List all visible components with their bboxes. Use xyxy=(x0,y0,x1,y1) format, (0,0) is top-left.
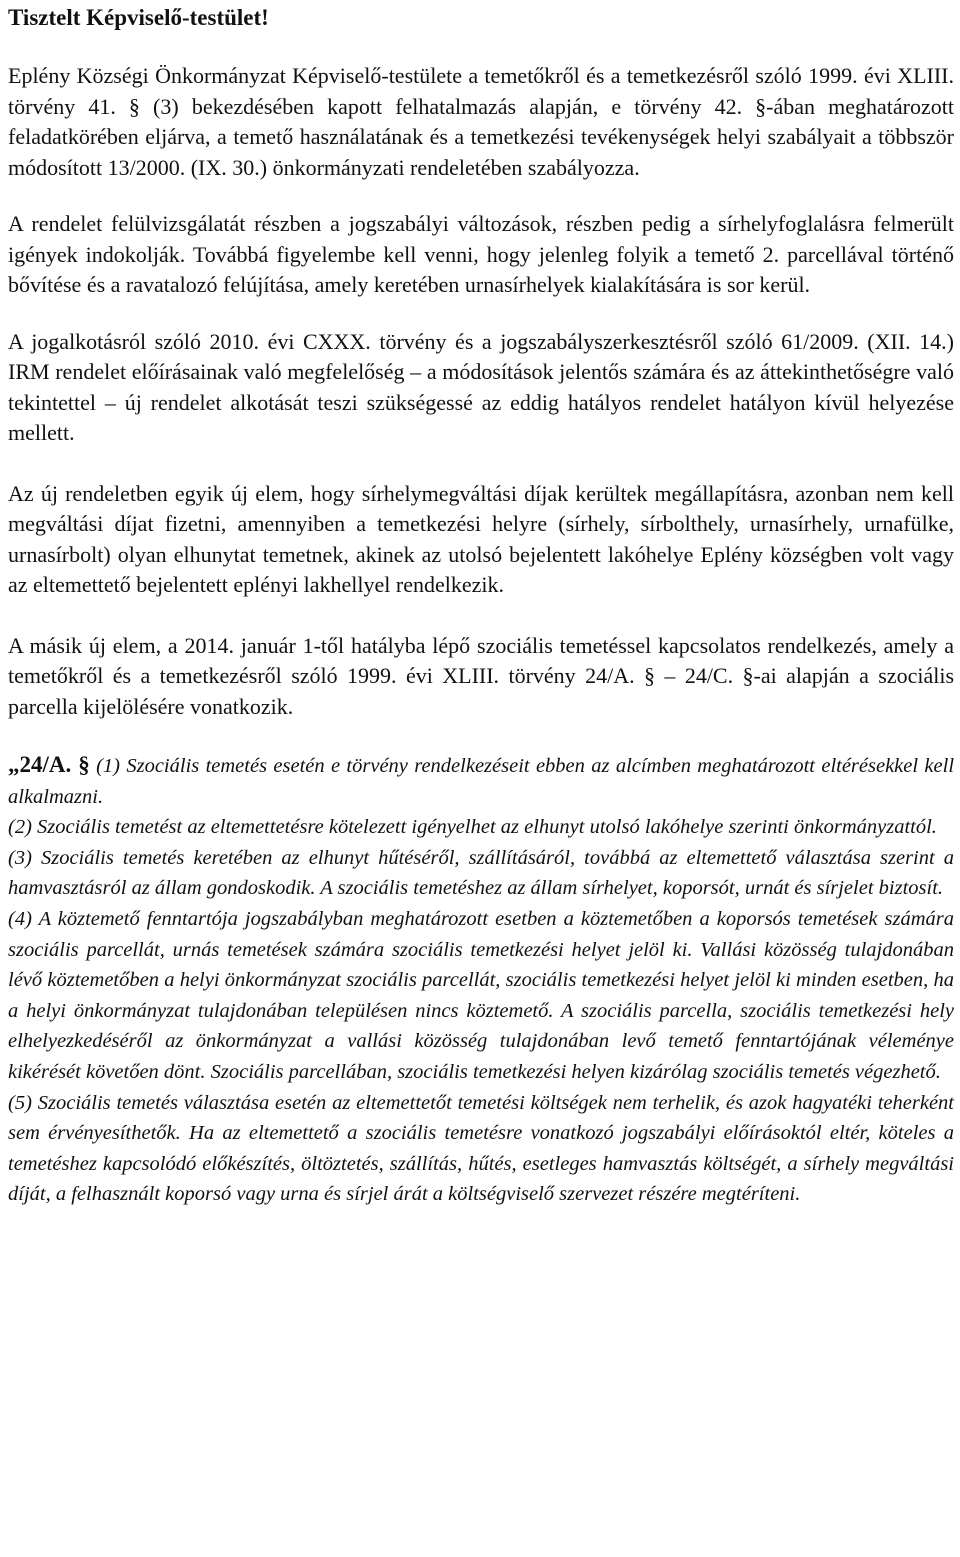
paragraph-authorization: Eplény Községi Önkormányzat Képviselő-testülete a temetőkről és a temetkezésről szóló 1999. évi XLIII. törvény 41. § (3) bekezdésében kapott felhatalmazás alapján, e törvény 42. §-ában meghatározott feladatkörében eljárva, a temető használatának és a temetkezési tevékenységek helyi szabályait a többször módosított 13/2000. (IX. 30.) önkormányzati rendeletében szabályozza. xyxy=(8,63,954,180)
paragraph-legal-compliance: A jogalkotásról szóló 2010. évi CXXX. törvény és a jogszabályszerkesztésről szóló 61/2009. (XII. 14.) IRM rendelet előírásainak való megfelelőség – a módosítások jelentős számára és az áttekinthetőségre való tekintettel – új rendelet alkotását teszi szükségessé az eddig hatályos rendelet hatályon kívül helyezése mellett. xyxy=(8,328,954,445)
document-page xyxy=(8,0,954,1210)
law-paragraph-3: (3) Szociális temetés keretében az elhunyt hűtéséről, szállításáról, továbbá az eltemettető választása szerint a hamvasztásról az állam gondoskodik. A szociális temetéshez az állam sírhelyet, koporsót, urnát és sírjelet biztosít. xyxy=(8,846,954,900)
law-paragraph-5: (5) Szociális temetés választása esetén az eltemettetőt temetési költségek nem terhelik, és azok hagyatéki teherként sem érvényesíthetők. Ha az eltemettető a szociális temetésre vonatkozó jogszabályi előírásoktól eltér, köteles a temetéshez kapcsolódó előkészítés, öltöztetés, szállítás, hűtés, esetleges hamvasztás költségét, a sírhely megváltási díját, a felhasznált koporsó vagy urna és sírjel árát a költségviselő szervezet részére megtéríteni. xyxy=(8,1091,954,1206)
law-paragraph-1 xyxy=(8,750,954,812)
law-paragraph-4: (4) A köztemető fenntartója jogszabályban meghatározott esetben a köztemetőben a koporsós temetések számára szociális parcellát, urnás temetések számára szociális temetkezési helyet jelöl ki. Vallási közösség tulajdonában lévő köztemetőben a helyi önkormányzat szociális parcellát, szociális temetkezési helyet jelöl ki minden esetben, ha a helyi önkormányzat tulajdonában településen nincs köztemető. A szociális parcella, szociális temetkezési hely elhelyezkedéséről az önkormányzat a vallási közösség tulajdonában levő temető fenntartójának véleménye kikérését követően dönt. Szociális parcellában, szociális temetkezési helyen kizárólag szociális temetés végezhető. xyxy=(8,907,954,1083)
law-paragraph-2: (2) Szociális temetést az eltemettetésre kötelezett igényelhet az elhunyt utolsó lakóhelye szerinti önkormányzattól. xyxy=(8,816,937,839)
law-section-number: „24/A. § xyxy=(8,752,90,777)
quoted-law-section xyxy=(8,750,954,1210)
paragraph-review-reasons: A rendelet felülvizsgálatát részben a jogszabályi változások, részben pedig a sírhelyfoglalásra felmerült igények indokolják. Továbbá figyelembe kell venni, hogy jelenleg folyik a temető 2. parcellával történő bővítése és a ravatalozó felújítása, amely keretében urnasírhelyek kialakítására is sor kerül. xyxy=(8,211,954,297)
document-heading: Tisztelt Képviselő-testület! xyxy=(8,5,269,30)
law-paragraph-1-text: (1) Szociális temetés esetén e törvény rendelkezéseit ebben az alcímben meghatározott eltérésekkel kell alkalmazni. xyxy=(8,755,955,808)
paragraph-social-burial: A másik új elem, a 2014. január 1-től hatályba lépő szociális temetéssel kapcsolatos rendelkezés, amely a temetőkről és a temetkezésről szóló 1999. évi XLIII. törvény 24/A. § – 24/C. §-ai alapján a szociális parcella kijelölésére vonatkozik. xyxy=(8,632,954,719)
paragraph-new-fees: Az új rendeletben egyik új elem, hogy sírhelymegváltási díjak kerültek megállapításra, azonban nem kell megváltási díjat fizetni, amennyiben a temetkezési helyre (sírhely, sírbolthely, urnasírhely, urnafülke, urnasírbolt) olyan elhunytat temetnek, akinek az utolsó bejelentett lakóhelye Eplény községben volt vagy az eltemettető bejelentett eplényi lakhellyel rendelkezik. xyxy=(8,480,954,597)
